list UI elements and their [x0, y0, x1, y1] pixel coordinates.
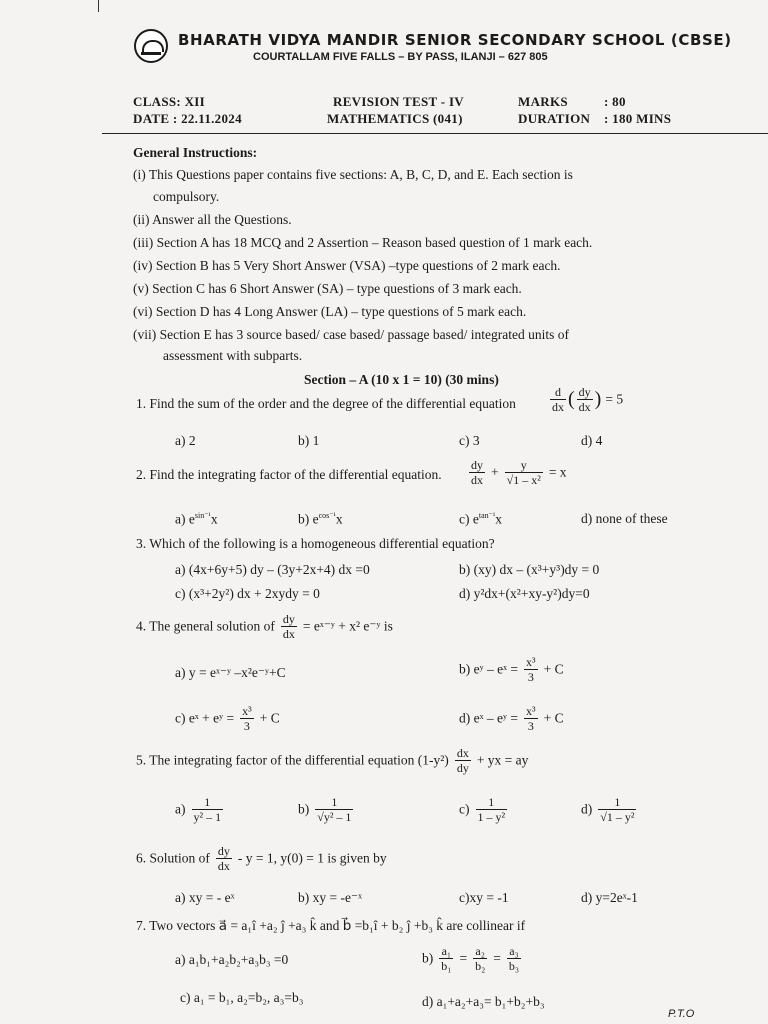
question-7-text: 7. Two vectors a⃗ = a₁î +a₂ ĵ +a₃ k̂ and b⃗ =b₁î + b₂ ĵ +b₃ k̂ are collinear if — [136, 918, 526, 933]
question-1-text: 1. Find the sum of the order and the degree of the differential equation — [136, 396, 516, 411]
q1-option-b: b) 1 — [298, 433, 320, 448]
fraction: $\frac{1}{\text{y² – 1}}$ — [193, 795, 222, 824]
q6-option-a: a) xy = - eˣ — [175, 890, 235, 905]
q4-option-b: b) eʸ – eˣ = $\frac{\text{x³}}{3}$ + C — [459, 655, 564, 684]
question-5-text: 5. The integrating factor of the differential equation (1-y²) $\frac{dx}{dy}$ + yx = ay — [136, 746, 529, 775]
instruction-item: compulsory. — [153, 189, 220, 204]
fraction: $\frac{dy}{dx}$ — [578, 385, 591, 414]
instruction-item: assessment with subparts. — [163, 348, 303, 363]
fraction: $\frac{1}{\text{1 – y²}}$ — [477, 795, 506, 824]
q6-option-b: b) xy = -e⁻ˣ — [298, 890, 362, 905]
instruction-item: (iii) Section A has 18 MCQ and 2 Assertion – Reason based question of 1 mark each. — [133, 235, 593, 250]
instruction-item: (vii) Section E has 3 source based/ case based/ passage based/ integrated units of — [133, 327, 569, 342]
q2-option-c: c) $e^{tan^{-1}}x$ — [459, 511, 503, 527]
header-divider — [102, 133, 768, 134]
subject-label: MATHEMATICS (041) — [327, 111, 463, 126]
instruction-item: (ii) Answer all the Questions. — [133, 212, 292, 227]
fraction: $\frac{dy}{dx}$ — [282, 612, 295, 641]
q2-option-b: b) $e^{cos^{-1}}x$ — [298, 511, 343, 527]
q2-option-a: a) $e^{sin^{-1}}x$ — [175, 511, 218, 527]
q1-option-a: a) 2 — [175, 433, 196, 448]
class-label: CLASS: XII — [133, 94, 205, 109]
duration-key: DURATION — [518, 111, 591, 126]
q4-option-d: d) eˣ – eʸ = $\frac{\text{x³}}{3}$ + C — [459, 704, 564, 733]
q4-option-c: c) eˣ + eʸ = $\frac{\text{x³}}{3}$ + C — [175, 704, 280, 733]
q7-option-d: d) a₁+a₂+a₃= b₁+b₂+b₃ — [422, 994, 545, 1009]
q7-option-b: b) $\frac{\text{a₁}}{\text{b₁}}$ = $\frac{\text{a₂}}{\text{b₂}}$ = $\frac{\text{a₃}}{\text{b₃}}$ — [422, 944, 520, 973]
q2-option-d: d) none of these — [581, 511, 668, 526]
question-3-text: 3. Which of the following is a homogeneous differential equation? — [136, 536, 495, 551]
fraction: $\frac{\text{x³}}{3}$ — [242, 704, 252, 733]
question-1-equation: $\frac{d}{dx}$ ( $\frac{dy}{dx}$ ) = 5 — [552, 385, 624, 414]
section-a-title: Section – A (10 x 1 = 10) (30 mins) — [304, 372, 499, 387]
q4-option-a: a) y = eˣ⁻ʸ –x²e⁻ʸ+C — [175, 665, 286, 680]
question-4-text: 4. The general solution of $\frac{dy}{dx}$ = eˣ⁻ʸ + x² e⁻ʸ is — [136, 612, 393, 641]
fraction: $\frac{y}{\text{√1 – x²}}$ — [506, 458, 541, 487]
q1-option-c: c) 3 — [459, 433, 480, 448]
marks-key: MARKS — [518, 94, 568, 109]
instruction-item: (vi) Section D has 4 Long Answer (LA) – type questions of 5 mark each. — [133, 304, 527, 319]
instruction-item: (iv) Section B has 5 Very Short Answer (VSA) –type questions of 2 mark each. — [133, 258, 561, 273]
instruction-item: (i) This Questions paper contains five sections: A, B, C, D, and E. Each section is — [133, 167, 573, 182]
scan-mark — [98, 0, 99, 12]
fraction: $\frac{dy}{dx}$ — [217, 844, 230, 873]
fraction: $\frac{dx}{dy}$ — [456, 746, 469, 775]
fraction: $\frac{\text{x³}}{3}$ — [526, 704, 536, 733]
q5-option-b: b) $\frac{1}{\text{√y² – 1}}$ — [298, 795, 352, 824]
q3-option-b: b) (xy) dx – (x³+y³)dy = 0 — [459, 562, 600, 577]
test-label: REVISION TEST - IV — [333, 94, 464, 109]
instructions-title: General Instructions: — [133, 145, 258, 160]
duration-value: : 180 MINS — [604, 111, 672, 126]
q3-option-c: c) (x³+2y²) dx + 2xydy = 0 — [175, 586, 320, 601]
q7-option-c: c) a₁ = b₁, a₂=b₂, a₃=b₃ — [180, 990, 304, 1005]
page-turn-note: P.T.O — [668, 1008, 695, 1020]
q5-option-c: c) $\frac{1}{\text{1 – y²}}$ — [459, 795, 506, 824]
fraction: $\frac{\text{x³}}{3}$ — [526, 655, 536, 684]
marks-value: : 80 — [604, 94, 626, 109]
school-logo-icon — [134, 29, 168, 63]
fraction: $\frac{d}{dx}$ — [552, 385, 564, 414]
question-6-text: 6. Solution of $\frac{dy}{dx}$ - y = 1, y(0) = 1 is given by — [136, 844, 387, 873]
q5-option-a: a) $\frac{1}{\text{y² – 1}}$ — [175, 795, 222, 824]
fraction: $\frac{1}{\text{√y² – 1}}$ — [317, 795, 352, 824]
fraction: $\frac{1}{\text{√1 – y²}}$ — [600, 795, 635, 824]
q1-option-d: d) 4 — [581, 433, 603, 448]
fraction: $\frac{\text{a₁}}{\text{b₁}}$ — [441, 944, 452, 973]
q6-option-d: d) y=2eˣ-1 — [581, 890, 638, 905]
fraction: $\frac{dy}{dx}$ — [471, 458, 483, 487]
q7-option-a: a) a₁b₁+a₂b₂+a₃b₃ =0 — [175, 952, 289, 967]
school-address: COURTALLAM FIVE FALLS – BY PASS, ILANJI – 627 805 — [253, 51, 548, 63]
q3-option-d: d) y²dx+(x²+xy-y²)dy=0 — [459, 586, 590, 601]
school-name: BHARATH VIDYA MANDIR SENIOR SECONDARY SCHOOL (CBSE) — [178, 31, 732, 49]
q5-option-d: d) $\frac{1}{\text{√1 – y²}}$ — [581, 795, 635, 824]
question-2-equation: $\frac{dy}{dx}$ + $\frac{y}{\text{√1 – x²}}$ = x — [471, 458, 567, 487]
q3-option-a: a) (4x+6y+5) dy – (3y+2x+4) dx =0 — [175, 562, 370, 577]
fraction: $\frac{\text{a₃}}{\text{b₃}}$ — [508, 944, 520, 973]
date-label: DATE : 22.11.2024 — [133, 111, 242, 126]
question-2-text: 2. Find the integrating factor of the differential equation. — [136, 467, 442, 482]
q6-option-c: c)xy = -1 — [459, 890, 509, 905]
fraction: $\frac{\text{a₂}}{\text{b₂}}$ — [475, 944, 486, 973]
instruction-item: (v) Section C has 6 Short Answer (SA) – type questions of 3 mark each. — [133, 281, 522, 296]
